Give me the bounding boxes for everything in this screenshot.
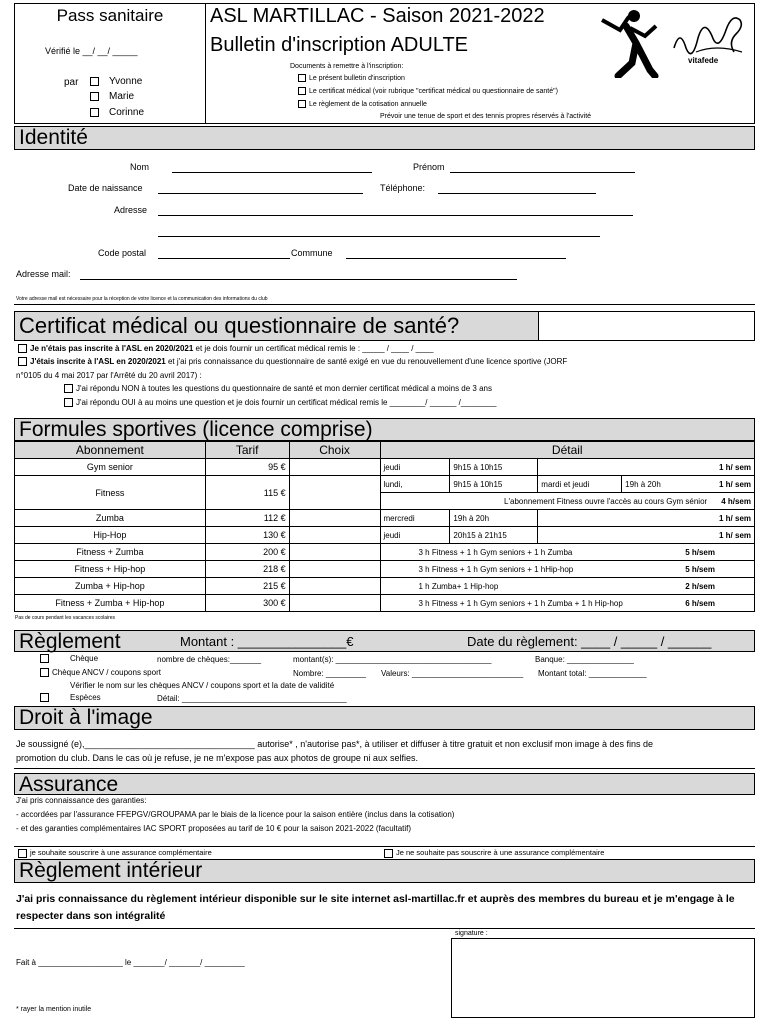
checkbox[interactable] [90,77,99,86]
rayer-note: * rayer la mention inutile [16,1006,92,1013]
ancv-nombre[interactable]: Nombre: _________ [293,669,366,678]
certificat-right-box [539,312,754,340]
checkbox[interactable] [18,357,27,366]
signature-label: signature : [455,930,488,937]
table-row: L'abonnement Fitness ouvre l'accès au cours Gym sénior 4 h/sem [15,493,755,510]
col-abonnement: Abonnement [15,442,206,459]
checkbox[interactable] [298,87,306,95]
choix-cell[interactable] [289,561,380,578]
commune-label: Commune [291,248,333,258]
section-certificat: Certificat médical ou questionnaire de santé? [14,311,755,341]
cert-option-renew[interactable]: J'étais inscrite à l'ASL en 2020/2021 et j'ai pris connaissance du questionnaire de santé exigé en vue du renouvellement d'une licence sportive (JORF [18,357,567,366]
table-row: Zumba 112 € mercredi 19h à 20h 1 h/ sem [15,510,755,527]
checkbox[interactable] [90,108,99,117]
section-assurance: Assurance [14,773,755,795]
prenom-field[interactable] [450,172,635,173]
cert-jorf: n°0105 du 4 mai 2017 par l'Arrêté du 20 avril 2017) : [16,371,202,380]
ancv-option[interactable]: Chèque ANCV / coupons sport [40,668,161,677]
especes-option[interactable]: Espèces [40,693,101,702]
verifier-yvonne[interactable]: Yvonne [90,76,142,87]
col-tarif: Tarif [205,442,289,459]
assurance-text-3: - et des garanties complémentaires IAC SPORT proposées au tarif de 10 € pour la saison 2021-2022 (facultatif) [16,824,412,833]
montant-total[interactable]: Montant total: _____________ [538,669,647,678]
assurance-text-1: J'ai pris connaissance des garanties: [16,796,147,805]
verifier-marie[interactable]: Marie [90,91,134,102]
divider [14,846,755,847]
naissance-field[interactable] [158,193,363,194]
cert-opt-non[interactable]: J'ai répondu NON à toutes les questions du questionnaire de santé et mon dernier certificat médical a moins de 3 ans [64,384,492,393]
choix-cell[interactable] [289,459,380,476]
choix-cell[interactable] [289,510,380,527]
checkbox[interactable] [18,849,27,858]
interieur-text: J'ai pris connaissance du règlement intérieur disponible sur le site internet asl-martillac.fr et auprès des membres du bureau et je m'engage à le respecter dans son intégralité [16,893,735,922]
col-detail: Détail [380,442,755,459]
section-identite: Identité [14,126,755,150]
tenue-note: Prévoir une tenue de sport et des tennis propres réservés à l'activité [380,113,592,120]
choix-cell[interactable] [289,527,380,544]
commune-field[interactable] [346,258,566,259]
pass-title: Pass sanitaire [56,6,164,25]
verifier-corinne[interactable]: Corinne [90,107,144,118]
checkbox[interactable] [64,384,73,393]
date-reglement-line[interactable]: Date du règlement: ____ / _____ / ______ [467,634,712,649]
nb-cheques[interactable]: nombre de chèques:_______ [157,655,262,664]
section-formules: Formules sportives (licence comprise) [14,418,755,441]
naissance-label: Date de naissance [68,183,143,193]
checkbox[interactable] [18,344,27,353]
telephone-label: Téléphone: [380,183,426,193]
checkbox[interactable] [40,654,49,663]
col-choix: Choix [289,442,380,459]
table-row: Zumba + Hip-hop 215 € 1 h Zumba+ 1 Hip-hop 2 h/sem [15,578,755,595]
checkbox[interactable] [40,668,49,677]
table-row: Gym senior 95 € jeudi 9h15 à 10h15 1 h/ sem [15,459,755,476]
checkbox[interactable] [298,100,306,108]
section-reglement: Règlement [14,630,755,652]
montants[interactable]: montant(s): ___________________________________ [293,655,492,664]
doc-item[interactable]: Le présent bulletin d'inscription [298,74,405,82]
assurance-text-2: - accordées par l'assurance FFEPGV/GROUPAMA par le biais de la licence pour la saison entière (inclus dans la cotisation) [16,810,455,819]
cheque-option[interactable]: Chèque [40,654,98,663]
telephone-field[interactable] [438,193,596,194]
mail-label: Adresse mail: [16,269,71,279]
choix-cell[interactable] [289,544,380,561]
prenom-label: Prénom [413,162,445,172]
nom-label: Nom [130,162,150,172]
par-label: par [64,77,79,88]
docs-title: Documents à remettre à l'inscription: [290,63,404,70]
choix-cell[interactable] [289,476,380,510]
nom-field[interactable] [172,172,372,173]
cp-field[interactable] [158,258,290,259]
checkbox[interactable] [384,849,393,858]
section-image: Droit à l'image [14,706,755,730]
adresse-field[interactable] [158,215,633,216]
fait-line[interactable]: Fait à ___________________ le _______/ _______/ _________ [16,958,245,967]
vitafede-logo [666,8,750,78]
checkbox[interactable] [298,74,306,82]
divider [14,928,755,929]
formules-table [14,441,755,612]
page-title: ASL MARTILLAC - Saison 2021-2022 [210,5,545,27]
doc-item[interactable]: Le règlement de la cotisation annuelle [298,100,427,108]
banque[interactable]: Banque: _______________ [535,655,634,664]
signature-box[interactable] [451,938,755,1018]
mail-field[interactable] [80,279,517,280]
ancv-valeurs[interactable]: Valeurs: _________________________ [381,669,524,678]
table-row: Hip-Hop 130 € jeudi 20h15 à 21h15 1 h/ sem [15,527,755,544]
montant-line[interactable]: Montant : _______________€ [180,634,354,649]
verifier-note: Vérifier le nom sur les chèques ANCV / coupons sport et la date de validité [70,681,335,690]
formules-note: Pas de cours pendant les vacances scolaires [15,615,116,621]
table-row: Fitness + Zumba 200 € 3 h Fitness + 1 h Gym seniors + 1 h Zumba 5 h/sem [15,544,755,561]
image-text-2: promotion du club. Dans le cas où je refuse, je ne m'expose pas aux photos de groupe ni aux selfies. [16,753,418,763]
vitafede-logo-text: vitafede [688,56,719,65]
cert-opt-oui[interactable]: J'ai répondu OUI à au moins une question et je dois fournir un certificat médical remis le ________/ ______ /________ [64,398,496,407]
adresse-label: Adresse [114,205,148,215]
assurance-no[interactable]: Je ne souhaite pas souscrire à une assurance complémentaire [384,848,604,858]
table-row: Fitness + Zumba + Hip-hop 300 € 3 h Fitness + 1 h Gym seniors + 1 h Zumba + 1 h Hip-hop 6 h/sem [15,595,755,612]
doc-item[interactable]: Le certificat médical (voir rubrique "certificat médical ou questionnaire de santé") [298,87,558,95]
checkbox[interactable] [64,398,73,407]
image-text-1: Je soussigné (e),__________________________________ autorise* , n'autorise pas*, à utiliser et diffuser à titre gratuit et non exclusif mon image à des fins de [16,739,653,749]
table-row: Fitness 115 € lundi, 9h15 à 10h15 mardi et jeudi 19h à 20h 1 h/ sem [15,476,755,493]
divider [14,768,755,769]
mail-note: Votre adresse mail est nécessaire pour la réception de votre licence et la communication des informations du club [16,296,268,302]
choix-cell[interactable] [289,595,380,612]
checkbox[interactable] [40,693,49,702]
especes-detail[interactable]: Détail: _____________________________________ [157,694,347,703]
verified-line: Vérifié le __/ __/ _____ [45,46,138,56]
table-row: Fitness + Hip-hop 218 € 3 h Fitness + 1 h Gym seniors + 1 hHip-hop 5 h/sem [15,561,755,578]
choix-cell[interactable] [289,578,380,595]
section-interieur: Règlement intérieur [14,859,755,883]
cp-label: Code postal [98,248,147,258]
cert-option-new[interactable]: Je n'étais pas inscrite à l'ASL en 2020/2021 et je dois fournir un certificat médical remis le : _____ / ____ / ____ [18,344,433,353]
dancer-logo [590,8,665,78]
checkbox[interactable] [90,92,99,101]
page-subtitle: Bulletin d'inscription ADULTE [210,34,469,56]
adresse-field-2[interactable] [158,236,600,237]
divider [14,304,755,305]
assurance-yes[interactable]: je souhaite souscrire à une assurance complémentaire [18,848,212,858]
